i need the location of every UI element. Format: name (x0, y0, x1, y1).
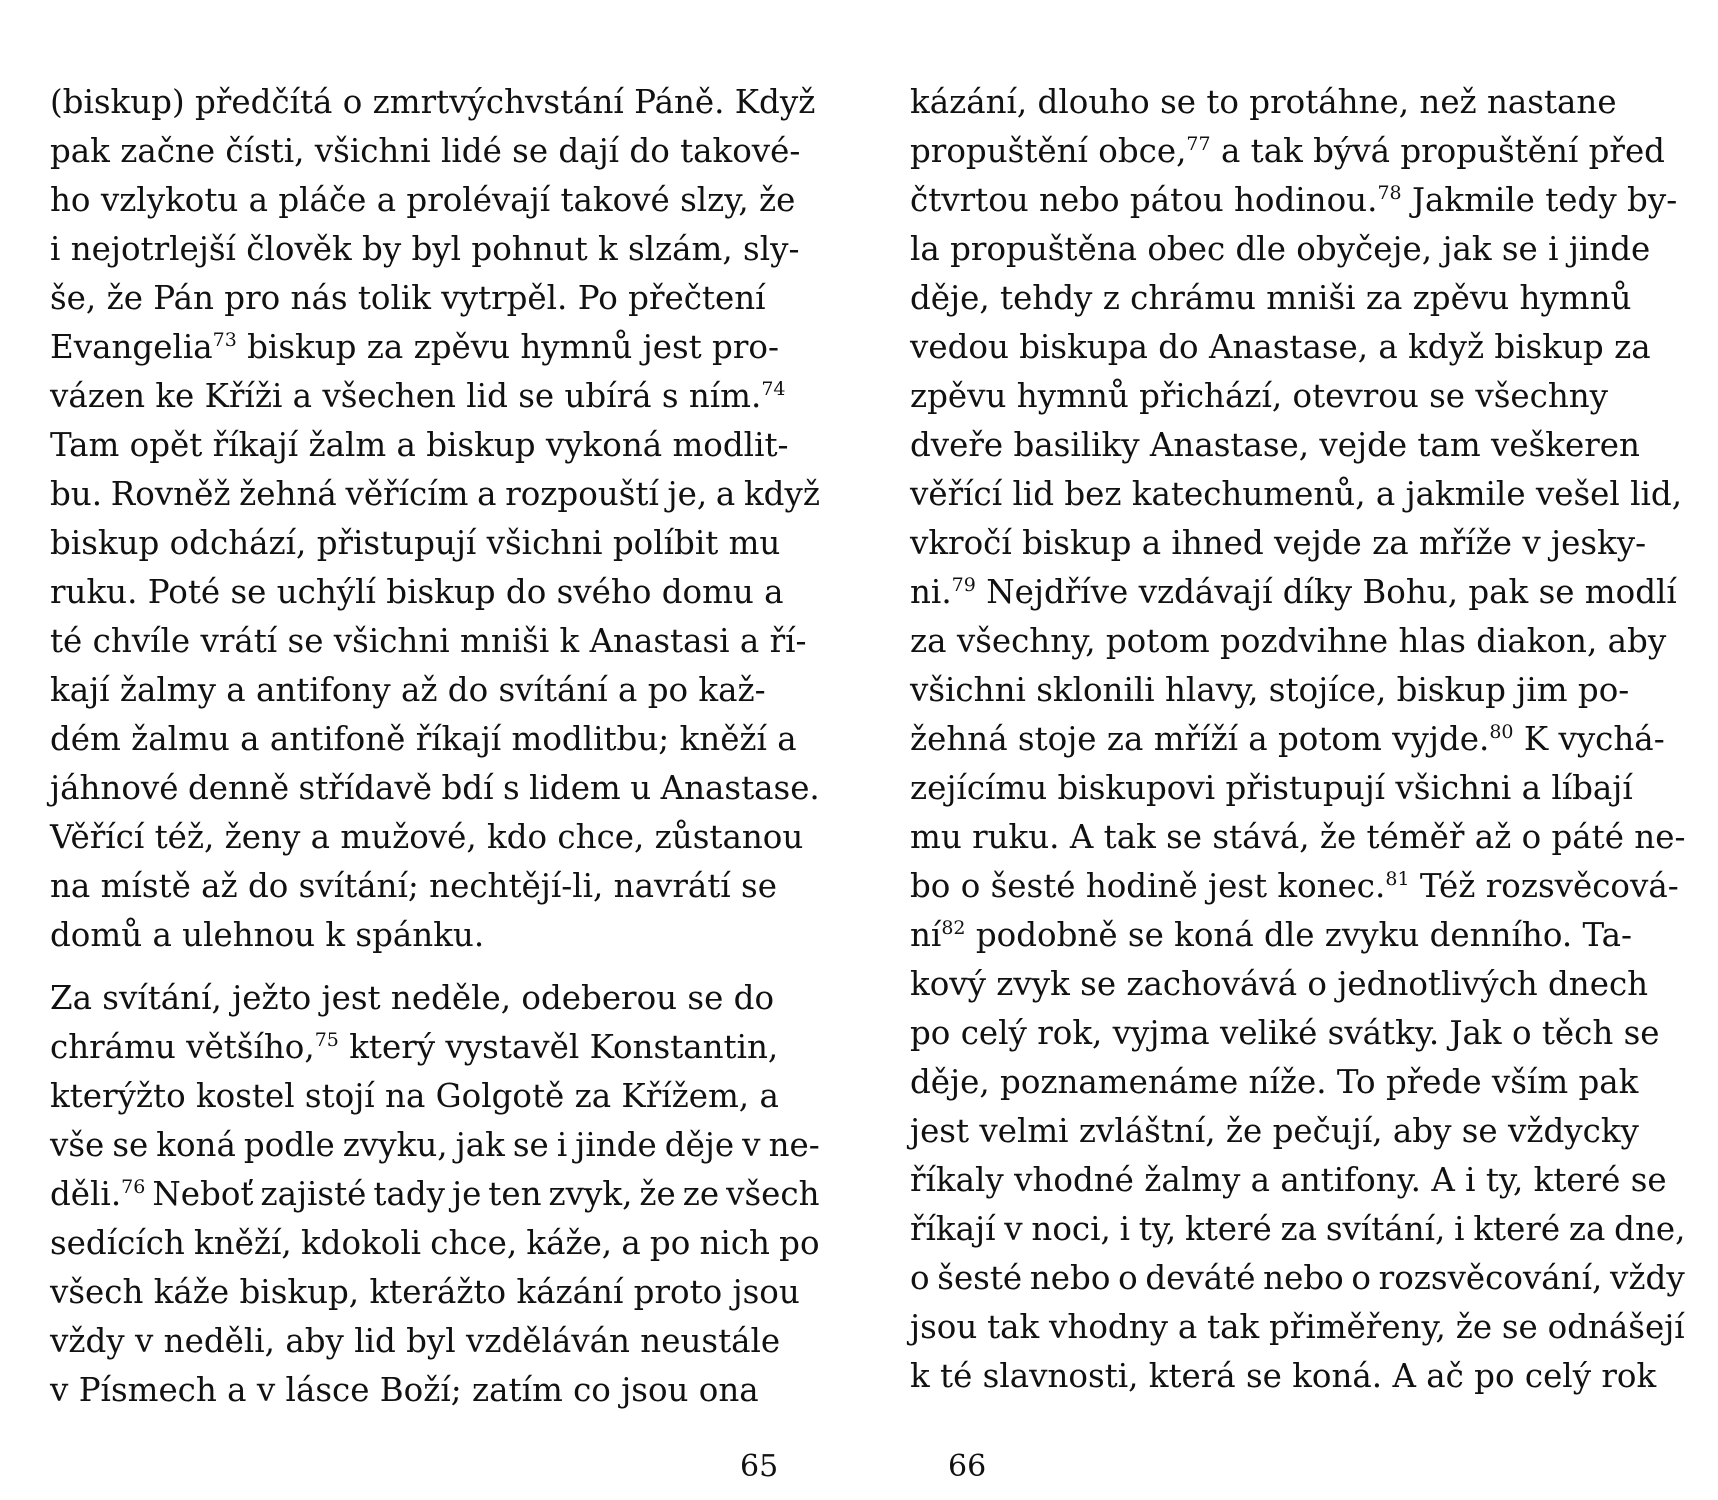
line-text-rest: který vystavěl Konstantin, (338, 1028, 779, 1066)
line-text: všech káže biskup, kterážto kázání proto jsou (50, 1273, 800, 1311)
line-text-rest: Též rozsvěcová- (1409, 867, 1679, 905)
line-text: sedících kněží, kdokoli chce, káže, a po nich po (50, 1224, 820, 1262)
line-text: chrámu většího, (50, 1028, 315, 1066)
line-text-rest: Nejdříve vzdávají díky Bohu, pak se modlí (975, 573, 1677, 611)
line-text: k té slavnosti, která se koná. A ač po celý rok (910, 1357, 1657, 1395)
line-text-rest: Neboť zajisté tady je ten zvyk, že ze všech (145, 1175, 820, 1213)
text-line (50, 274, 820, 323)
line-text: vše se koná podle zvyku, jak se i jinde děje v ne- (50, 1126, 820, 1164)
line-text: la propuštěna obec dle obyčeje, jak se i jinde (910, 230, 1651, 268)
footnote-marker: 80 (1489, 721, 1514, 743)
line-text: čtvrtou nebo pátou hodinou. (910, 181, 1378, 219)
text-line (50, 1366, 820, 1415)
line-text: pak začne čísti, všichni lidé se dají do takové- (50, 132, 801, 170)
right-page-text (910, 78, 1685, 1401)
left-page-text (50, 78, 820, 1415)
text-line (50, 421, 820, 470)
text-line (910, 519, 1685, 568)
line-text: Evangelia (50, 328, 213, 366)
line-text: děje, poznamenáme níže. To přede vším pak (910, 1063, 1639, 1101)
footnote-marker: 82 (941, 917, 966, 939)
line-text: v Písmech a v lásce Boží; zatím co jsou ona (50, 1371, 759, 1409)
line-text: za všechny, potom pozdvihne hlas diakon, aby (910, 622, 1667, 660)
line-text: še, že Pán pro nás tolik vytrpěl. Po přečtení (50, 279, 766, 317)
footnote-marker: 79 (951, 574, 976, 596)
line-text: dveře basiliky Anastase, vejde tam veškeren (910, 426, 1640, 464)
line-text: biskup odchází, přistupují všichni políbit mu (50, 524, 781, 562)
line-text: všichni sklonili hlavy, stojíce, biskup jim po- (910, 671, 1630, 709)
text-line (910, 764, 1685, 813)
text-line (910, 372, 1685, 421)
line-text-rest: a tak bývá propuštění před (1210, 132, 1665, 170)
text-line (50, 813, 820, 862)
line-text: vkročí biskup a ihned vejde za mříže v jesky- (910, 524, 1647, 562)
line-text: i nejotrlejší člověk by byl pohnut k slzám, sly- (50, 230, 800, 268)
line-text: Věřící též, ženy a mužové, kdo chce, zůstanou (50, 818, 804, 856)
text-line (910, 1009, 1685, 1058)
line-text: mu ruku. A tak se stává, že téměř až o páté ne- (910, 818, 1686, 856)
text-line (910, 176, 1685, 225)
text-line (910, 911, 1685, 960)
line-text: zpěvu hymnů přichází, otevrou se všechny (910, 377, 1609, 415)
text-line (50, 666, 820, 715)
line-text: říkají v noci, i ty, které za svítání, i které za dne, (910, 1210, 1686, 1248)
text-line (910, 1352, 1685, 1401)
line-text: ruku. Poté se uchýlí biskup do svého domu a (50, 573, 784, 611)
footnote-marker: 81 (1385, 868, 1410, 890)
text-line (910, 617, 1685, 666)
text-line (50, 862, 820, 911)
line-text: kázání, dlouho se to protáhne, než nastane (910, 83, 1617, 121)
line-text: vázen ke Kříži a všechen lid se ubírá s ním. (50, 377, 762, 415)
line-text: říkaly vhodné žalmy a antifony. A i ty, které se (910, 1161, 1667, 1199)
line-text: jsou tak vhodny a tak přiměřeny, že se odnášejí (910, 1308, 1685, 1346)
line-text: (biskup) předčítá o zmrtvýchvstání Páně. Když (50, 83, 816, 121)
line-text-rest: biskup za zpěvu hymnů jest pro- (236, 328, 779, 366)
footnote-marker: 77 (1186, 133, 1211, 155)
line-text: Tam opět říkají žalm a biskup vykoná modlit- (50, 426, 789, 464)
line-text: bo o šesté hodině jest konec. (910, 867, 1386, 905)
line-text: ní (910, 916, 942, 954)
line-text: vždy v neděli, aby lid byl vzděláván neustále (50, 1322, 781, 1360)
text-line (910, 421, 1685, 470)
line-text: žehná stoje za mříží a potom vyjde. (910, 720, 1490, 758)
text-line (50, 715, 820, 764)
text-line (50, 323, 820, 372)
footnote-marker: 78 (1377, 182, 1402, 204)
text-line (910, 274, 1685, 323)
text-line (50, 974, 820, 1023)
line-text: jáhnové denně střídavě bdí s lidem u Anastase. (50, 769, 820, 807)
line-text-rest: K vychá- (1513, 720, 1665, 758)
line-text: bu. Rovněž žehná věřícím a rozpouští je, a když (50, 475, 820, 513)
line-text: té chvíle vrátí se všichni mniši k Anastasi a ří- (50, 622, 807, 660)
line-text-rest: podobně se koná dle zvyku denního. Ta- (965, 916, 1632, 954)
line-text: ni. (910, 573, 952, 611)
footnote-marker: 73 (212, 329, 237, 351)
text-line (50, 911, 820, 960)
text-line (50, 1219, 820, 1268)
text-line (50, 1268, 820, 1317)
text-line (50, 1170, 820, 1219)
line-text: po celý rok, vyjma veliké svátky. Jak o těch se (910, 1014, 1660, 1052)
text-line (50, 1072, 820, 1121)
text-line (910, 960, 1685, 1009)
text-line (910, 1205, 1685, 1254)
text-line (910, 1156, 1685, 1205)
line-text: vedou biskupa do Anastase, a když biskup za (910, 328, 1651, 366)
text-line (50, 176, 820, 225)
line-text: kají žalmy a antifony až do svítání a po kaž- (50, 671, 766, 709)
page-number-right: 66 (948, 1449, 987, 1484)
text-line (50, 519, 820, 568)
text-line (910, 666, 1685, 715)
line-text: kový zvyk se zachovává o jednotlivých dnech (910, 965, 1649, 1003)
text-line (50, 127, 820, 176)
text-line (910, 715, 1685, 764)
text-line (910, 323, 1685, 372)
footnote-marker: 74 (761, 378, 786, 400)
line-text: dém žalmu a antifoně říkají modlitbu; kněží a (50, 720, 797, 758)
line-text: propuštění obce, (910, 132, 1187, 170)
text-line (910, 1058, 1685, 1107)
text-line (50, 470, 820, 519)
text-line (910, 862, 1685, 911)
line-text: děje, tehdy z chrámu mniši za zpěvu hymnů (910, 279, 1632, 317)
text-line (910, 1254, 1685, 1303)
text-line (910, 1303, 1685, 1352)
text-line (910, 78, 1685, 127)
line-text: o šesté nebo o deváté nebo o rozsvěcování, vždy (910, 1259, 1685, 1297)
line-text: na místě až do svítání; nechtějí-li, navrátí se (50, 867, 777, 905)
line-text-rest: Jakmile tedy by- (1401, 181, 1678, 219)
text-line (50, 617, 820, 666)
line-text: děli. (50, 1175, 122, 1213)
text-line (50, 764, 820, 813)
text-line (910, 568, 1685, 617)
text-line (50, 225, 820, 274)
line-text: Za svítání, ježto jest neděle, odeberou se do (50, 979, 775, 1017)
text-line (910, 1107, 1685, 1156)
text-line (910, 470, 1685, 519)
paragraph-gap (50, 960, 820, 974)
line-text: kterýžto kostel stojí na Golgotě za Křížem, a (50, 1077, 779, 1115)
text-line (910, 127, 1685, 176)
line-text: zejícímu biskupovi přistupují všichni a líbají (910, 769, 1633, 807)
page-number-left: 65 (740, 1449, 779, 1484)
text-line (910, 813, 1685, 862)
line-text: domů a ulehnou k spánku. (50, 916, 485, 954)
text-line (50, 372, 820, 421)
footnote-marker: 76 (121, 1176, 146, 1198)
text-line (50, 78, 820, 127)
footnote-marker: 75 (314, 1029, 339, 1051)
text-line (910, 225, 1685, 274)
text-line (50, 568, 820, 617)
line-text: věřící lid bez katechumenů, a jakmile vešel lid, (910, 475, 1683, 513)
line-text: jest velmi zvláštní, že pečují, aby se vždycky (910, 1112, 1639, 1150)
text-line (50, 1317, 820, 1366)
text-line (50, 1023, 820, 1072)
text-line (50, 1121, 820, 1170)
line-text: ho vzlykotu a pláče a prolévají takové slzy, že (50, 181, 796, 219)
